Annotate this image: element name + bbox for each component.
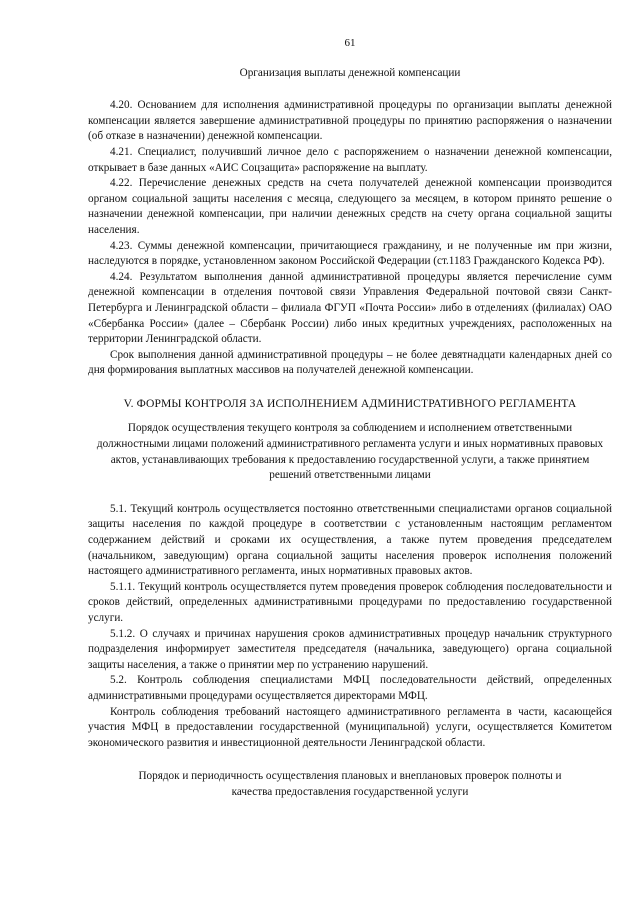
paragraph-4-24: 4.24. Результатом выполнения данной административной процедуры является перечисление сумм денежной компенсации в отделения почтовой связи Управления Федеральной почтовой связи Санкт-Петербурга и Ленинградской области – филиала ФГУП «Почта России» либо в отделениях (филиалах) ОАО «Сбербанка России» (далее – Сбербанк России) либо иных кредитных учреждениях, расположенных на территории Ленинградской области.	[88, 270, 612, 346]
paragraph-5-1-1: 5.1.1. Текущий контроль осуществляется путем проведения проверок соблюдения последовательности и сроков действий, определенных административными процедурами по предоставлению государственной услуги.	[88, 580, 612, 624]
subsection-heading-inspections: Порядок и периодичность осуществления плановых и внеплановых проверок полноты и качества предоставления государственной услуги	[138, 770, 562, 798]
paragraph-mfc-control: Контроль соблюдения требований настоящего административного регламента в части, касающейся участия МФЦ в предоставлении государственной (муниципальной) услуги, осуществляется Комитетом экономического развития и инвестиционной деятельности Ленинградской области.	[88, 705, 612, 749]
section-heading: Организация выплаты денежной компенсации	[239, 66, 461, 79]
paragraph-5-1: 5.1. Текущий контроль осуществляется постоянно ответственными специалистами органов социальной защиты населения по каждой процедуре в соответствии с установленным настоящим регламентом содержанием действий и сроками их осуществления, а также путем проведения председателем (начальником, заведующим) органа социальной защиты населения проверок исполнения положений настоящего административного регламента, иных нормативных правовых актов.	[88, 502, 612, 578]
page-number: 61	[344, 37, 356, 49]
paragraph-4-20: 4.20. Основанием для исполнения административной процедуры по организации выплаты денежной компенсации является завершение административной процедуры по принятию распоряжения о назначении (об отказе в назначении) денежной компенсации.	[88, 99, 612, 143]
paragraph-deadline: Срок выполнения данной административной процедуры – не более девятнадцати календарных дней со дня формирования выплатных массивов на получателей денежной компенсации.	[88, 348, 612, 377]
chapter-heading: V. ФОРМЫ КОНТРОЛЯ ЗА ИСПОЛНЕНИЕМ АДМИНИСТРАТИВНОГО РЕГЛАМЕНТА	[123, 396, 577, 410]
paragraph-4-23: 4.23. Суммы денежной компенсации, причитающиеся гражданину, и не полученные им при жизни, наследуются в порядке, установленном законом Российской Федерации (ст.1183 Гражданского Кодекса РФ).	[88, 239, 612, 268]
paragraph-4-21: 4.21. Специалист, получивший личное дело с распоряжением о назначении денежной компенсации, открывает в базе данных «АИС Соцзащита» распоряжение на выплату.	[88, 145, 612, 174]
subsection-heading-current-control: Порядок осуществления текущего контроля за соблюдением и исполнением ответственными должностными лицами положений административного регламента услуги и иных нормативных правовых актов, устанавливающих требования к предоставлению государственной услуги, а также принятием решений ответственными лицами	[96, 422, 604, 482]
paragraph-4-22: 4.22. Перечисление денежных средств на счета получателей денежной компенсации производится органом социальной защиты населения с месяца, следующего за месяцем, в котором принято решение о назначении денежной компенсации, при наличии денежных средств на счету органа социальной защиты населения.	[88, 177, 612, 236]
paragraph-5-2: 5.2. Контроль соблюдения специалистами МФЦ последовательности действий, определенных административными процедурами осуществляется директорами МФЦ.	[88, 674, 612, 702]
paragraph-5-1-2: 5.1.2. О случаях и причинах нарушения сроков административных процедур начальник структурного подразделения информирует заместителя председателя (начальника, заведующего) органа социальной защиты населения, а также о принятии мер по устранению нарушений.	[88, 627, 612, 671]
document-page	[88, 36, 612, 801]
